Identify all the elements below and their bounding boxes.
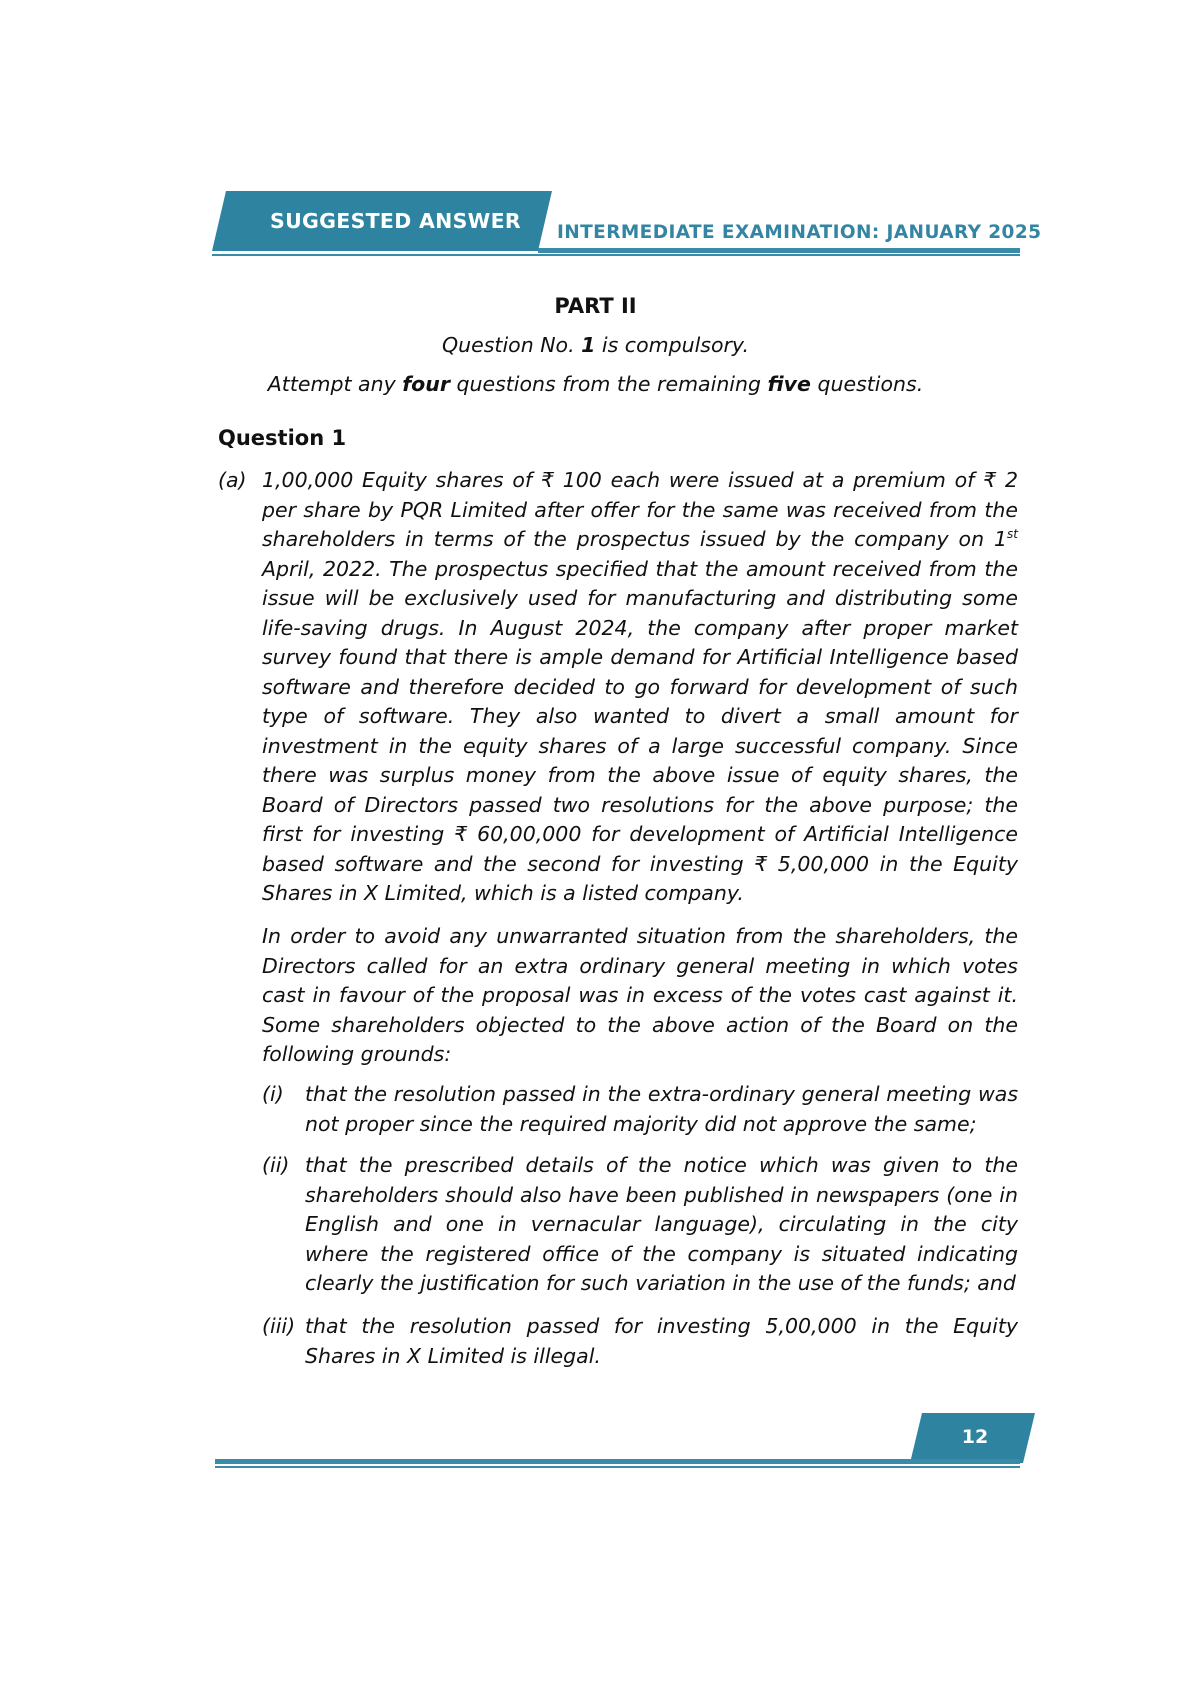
part-title: PART II [554,294,637,318]
instruction-compulsory: Question No. 1 is compulsory. [442,333,749,357]
part-a-marker: (a) [218,468,247,492]
part-a-paragraph-1: 1,00,000 Equity shares of ₹ 100 each were issued at a premium of ₹ 2 per share by PQR Limited after offer for the same was received from the shareholders in terms of the prospectus issued by the company on 1st April, 2022. The prospectus specified that the amount received from the issue will be exclusively used for manufacturing and distributing some life-saving drugs. In August 2024, the company after proper market survey found that there is ample demand for Artificial Intelligence based software and therefore decided to go forward for development of such type of software. They also wanted to divert a small amount for investment in the equity shares of a large successful company. Since there was surplus money from the above issue of equity shares, the Board of Directors passed two resolutions for the above purpose; the first for investing ₹ 60,00,000 for development of Artificial Intelligence based software and the second for investing ₹ 5,00,000 in the Equity Shares in X Limited, which is a listed company. [262,468,1018,905]
instruction-attempt: Attempt any four questions from the remaining five questions. [267,372,924,396]
ground-marker: (iii) [262,1314,296,1338]
ground-item: that the resolution passed for investing 5,00,000 in the Equity Shares in X Limited is illegal. [305,1314,1018,1368]
ground-item: that the resolution passed in the extra-ordinary general meeting was not proper since the required majority did not approve the same; [305,1082,1018,1136]
ground-marker: (ii) [262,1153,290,1177]
footer-rule [215,1459,1020,1464]
page-number: 12 [961,1426,989,1448]
question-heading: Question 1 [218,426,347,450]
header-rule [538,248,1020,253]
footer-rule-thin [215,1466,1020,1468]
header-rule-thin [212,254,1020,256]
exam-title: INTERMEDIATE EXAMINATION: JANUARY 2025 [557,222,1042,243]
header-tab-label: SUGGESTED ANSWER [270,209,521,233]
ground-marker: (i) [262,1082,284,1106]
part-a-paragraph-2: In order to avoid any unwarranted situation from the shareholders, the Directors called for an extra ordinary general meeting in which votes cast in favour of the proposal was in excess of the votes cast against it. Some shareholders objected to the above action of the Board on the following grounds: [262,924,1018,1066]
ground-item: that the prescribed details of the notice which was given to the shareholders should also have been published in newspapers (one in English and one in vernacular language), circulating in the city where the registered office of the company is situated indicating clearly the justification for such variation in the use of the funds; and [305,1153,1018,1295]
